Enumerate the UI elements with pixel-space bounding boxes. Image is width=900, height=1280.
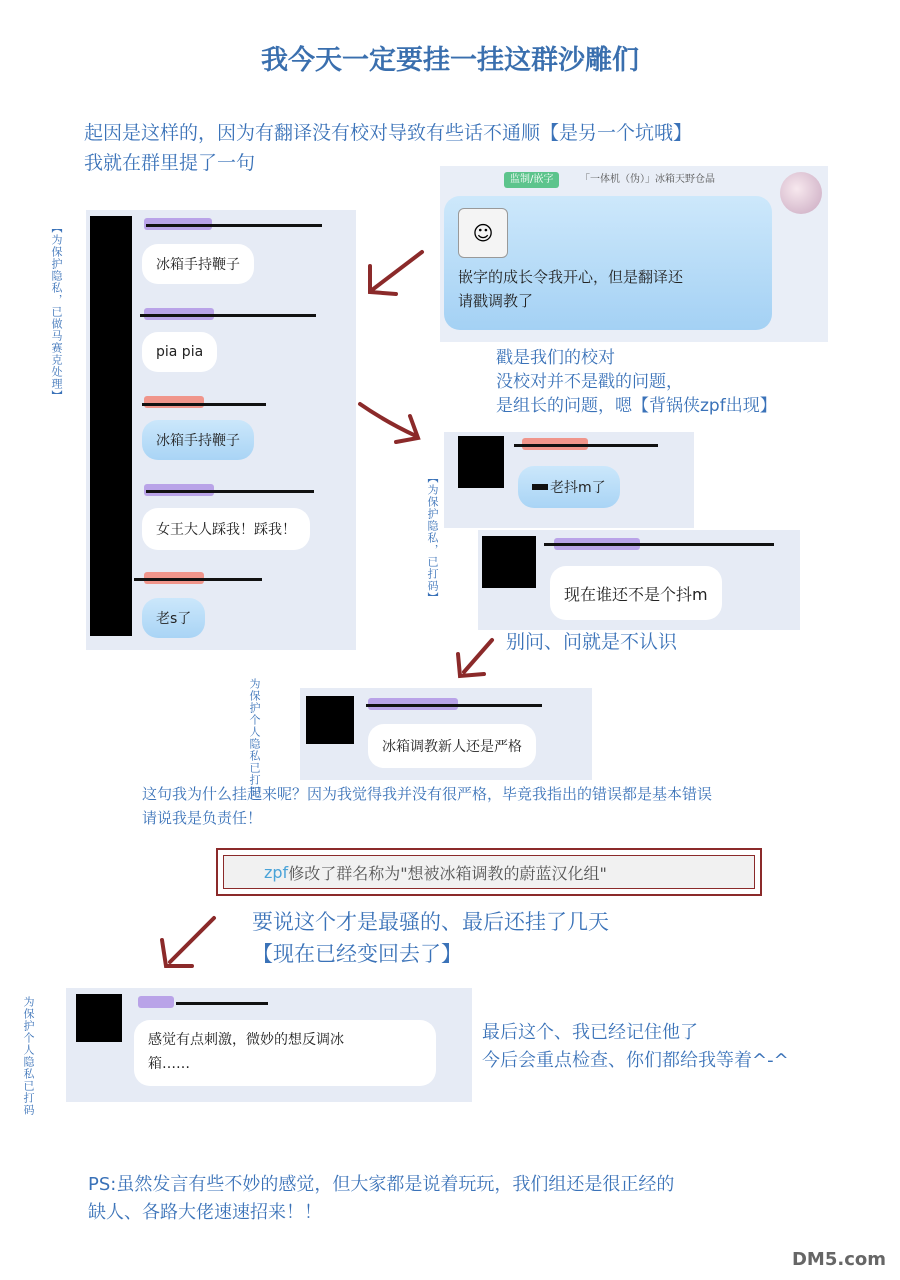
group-rename-box [223, 855, 755, 889]
name-redaction [366, 704, 542, 707]
chat-bubble [134, 1020, 436, 1086]
avatar-redaction [306, 696, 354, 744]
reason-line-2: 请说我是负责任！ [142, 809, 263, 827]
reason-line-1: 这句我为什么挂起来呢？因为我觉得我并没有很严格，毕竟我指出的错误都是基本错误 [142, 785, 713, 803]
privacy-label-mid: 【为保护隐私，已打码】 [426, 472, 439, 604]
name-redaction [544, 543, 774, 546]
third-chat-panel [300, 688, 592, 780]
chat-bubble: 老s了 [142, 598, 205, 638]
name-tag [138, 996, 174, 1008]
most-sao-line-1: 要说这个才是最骚的、最后还挂了几天 [252, 910, 609, 934]
dont-ask-note: 别问、问就是不认识 [506, 631, 678, 653]
arrow-to-third-chat [452, 636, 502, 686]
group-rename-notice [216, 848, 762, 896]
name-redaction [142, 403, 266, 406]
ps-line-1: PS:虽然发言有些不妙的感觉，但大家都是说着玩玩，我们组还是很正经的 [88, 1174, 675, 1195]
chat-text: 老抖m了 [550, 480, 606, 496]
remember-line-1: 最后这个、我已经记住他了 [482, 1022, 698, 1043]
top-chat-panel [440, 166, 828, 342]
sender-name: 「一体机（伪）」冰箱天野仓晶 [580, 174, 715, 185]
explanation-line-1: 戳是我们的校对 [496, 348, 615, 368]
mid-chat-panel-2 [478, 530, 800, 630]
message-text-1: 嵌字的成长令我开心，但是翻译还 [458, 268, 684, 286]
message-bubble [444, 196, 772, 330]
arrow-to-left-chat [360, 246, 430, 306]
remember-line-2: 今后会重点检查、你们都给我等着^-^ [482, 1050, 789, 1071]
chat-text-1: 感觉有点刺激，微妙的想反调冰 [148, 1032, 344, 1048]
chat-bubble: pia pia [142, 332, 217, 372]
avatar-redaction [482, 536, 536, 588]
chat-bubble: 冰箱调教新人还是严格 [368, 724, 536, 768]
text-redaction [532, 484, 548, 490]
name-redaction [146, 224, 322, 227]
chat-text-2: 箱…… [148, 1056, 190, 1072]
chat-bubble: 女王大人踩我！踩我！ [142, 508, 310, 550]
chat-bubble: 冰箱手持鞭子 [142, 244, 254, 284]
avatar-redaction [458, 436, 504, 488]
explanation-line-3: 是组长的问题，嗯【背锅侠zpf出现】 [496, 396, 777, 416]
chat-bubble [518, 466, 620, 508]
name-redaction [134, 578, 262, 581]
name-redaction [514, 444, 658, 447]
name-redaction [140, 314, 316, 317]
role-badge: 监制/嵌字 [504, 172, 559, 188]
most-sao-line-2: 【现在已经变回去了】 [252, 942, 462, 966]
privacy-label-third: 为保护个人隐私已打码 [248, 678, 261, 798]
name-tag [144, 396, 204, 408]
name-redaction [176, 1002, 268, 1005]
avatar-redaction [76, 994, 122, 1042]
last-chat-panel [66, 988, 472, 1102]
mid-chat-panel-1 [444, 432, 694, 528]
chat-bubble: 现在谁还不是个抖m [550, 566, 722, 620]
explanation-line-2: 没校对并不是戳的问题， [496, 372, 683, 392]
privacy-label-fourth: 为保护个人隐私已打码 [22, 996, 35, 1116]
name-redaction [146, 490, 314, 493]
rename-text: 修改了群名称为"想被冰箱调教的蔚蓝汉化组" [288, 863, 607, 883]
chat-bubble: 冰箱手持鞭子 [142, 420, 254, 460]
ps-line-2: 缺人、各路大佬速速招来！！ [88, 1202, 322, 1223]
arrow-to-last-chat [156, 912, 220, 972]
left-chat-panel [86, 210, 356, 650]
watermark-logo: DM5.com [791, 1249, 886, 1270]
intro-line-1: 起因是这样的，因为有翻译没有校对导致有些话不通顺【是另一个坑哦】 [84, 122, 693, 144]
avatar [780, 172, 822, 214]
intro-line-2: 我就在群里提了一句 [84, 152, 256, 174]
meme-sticker: ☺ [458, 208, 508, 258]
rename-user: zpf [264, 862, 289, 882]
page-title: 我今天一定要挂一挂这群沙雕们 [261, 45, 639, 76]
privacy-label-left: 【为保护隐私，已做马赛克处理】 [50, 222, 63, 402]
avatar-redaction [90, 216, 132, 636]
arrow-to-mid-chat [356, 396, 426, 452]
message-text-2: 请戳调教了 [458, 292, 534, 310]
